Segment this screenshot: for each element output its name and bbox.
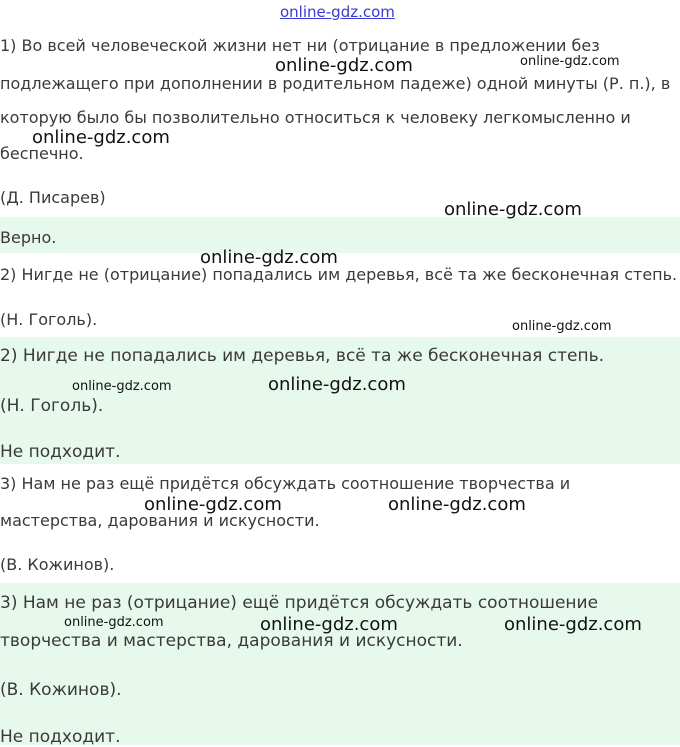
watermark: online-gdz.com: [504, 614, 642, 635]
sentence-2-author: (Н. Гоголь).: [0, 310, 98, 329]
watermark: online-gdz.com: [275, 55, 413, 76]
sentence-3-line-2: мастерства, дарования и искусности.: [0, 511, 320, 530]
sentence-2-line-1: 2) Нигде не (отрицание) попадались им деревья, всё та же бесконечная степь.: [0, 265, 678, 284]
sentence-3-alt-author: (В. Кожинов).: [0, 680, 122, 700]
watermark: online-gdz.com: [64, 615, 164, 630]
sentence-1-line-1: 1) Во всей человеческой жизни нет ни (отрицание в предложении без: [0, 36, 600, 55]
watermark: online-gdz.com: [388, 494, 526, 515]
watermark: online-gdz.com: [444, 199, 582, 220]
sentence-2-alt-author: (Н. Гоголь).: [0, 396, 104, 416]
sentence-1-answer: Верно.: [0, 228, 57, 247]
watermark: online-gdz.com: [144, 494, 282, 515]
sentence-3-answer: Не подходит.: [0, 727, 121, 747]
sentence-1-line-3: которую было бы позволительно относиться к человеку легкомысленно и: [0, 108, 631, 127]
watermark: online-gdz.com: [512, 319, 612, 334]
watermark: online-gdz.com: [260, 614, 398, 635]
sentence-1-author: (Д. Писарев): [0, 188, 106, 207]
watermark: online-gdz.com: [520, 54, 620, 69]
watermark: online-gdz.com: [72, 379, 172, 394]
sentence-1-line-2: подлежащего при дополнении в родительном падеже) одной минуты (Р. п.), в: [0, 74, 671, 93]
sentence-2-alt-line-1: 2) Нигде не попадались им деревья, всё та же бесконечная степь.: [0, 346, 605, 366]
watermark-top: online-gdz.com: [280, 3, 395, 21]
answer-band-1: [0, 217, 680, 253]
sentence-3-line-1: 3) Нам не раз ещё придётся обсуждать соотношение творчества и: [0, 474, 571, 493]
sentence-3-alt-line-2: творчества и мастерства, дарования и искусности.: [0, 631, 463, 651]
sentence-1-line-4: беспечно.: [0, 144, 84, 163]
watermark: online-gdz.com: [200, 247, 338, 268]
watermark: online-gdz.com: [32, 127, 170, 148]
sentence-3-alt-line-1: 3) Нам не раз (отрицание) ещё придётся обсуждать соотношение: [0, 593, 599, 613]
sentence-3-author: (В. Кожинов).: [0, 555, 115, 574]
watermark: online-gdz.com: [268, 374, 406, 395]
sentence-2-answer: Не подходит.: [0, 442, 121, 462]
